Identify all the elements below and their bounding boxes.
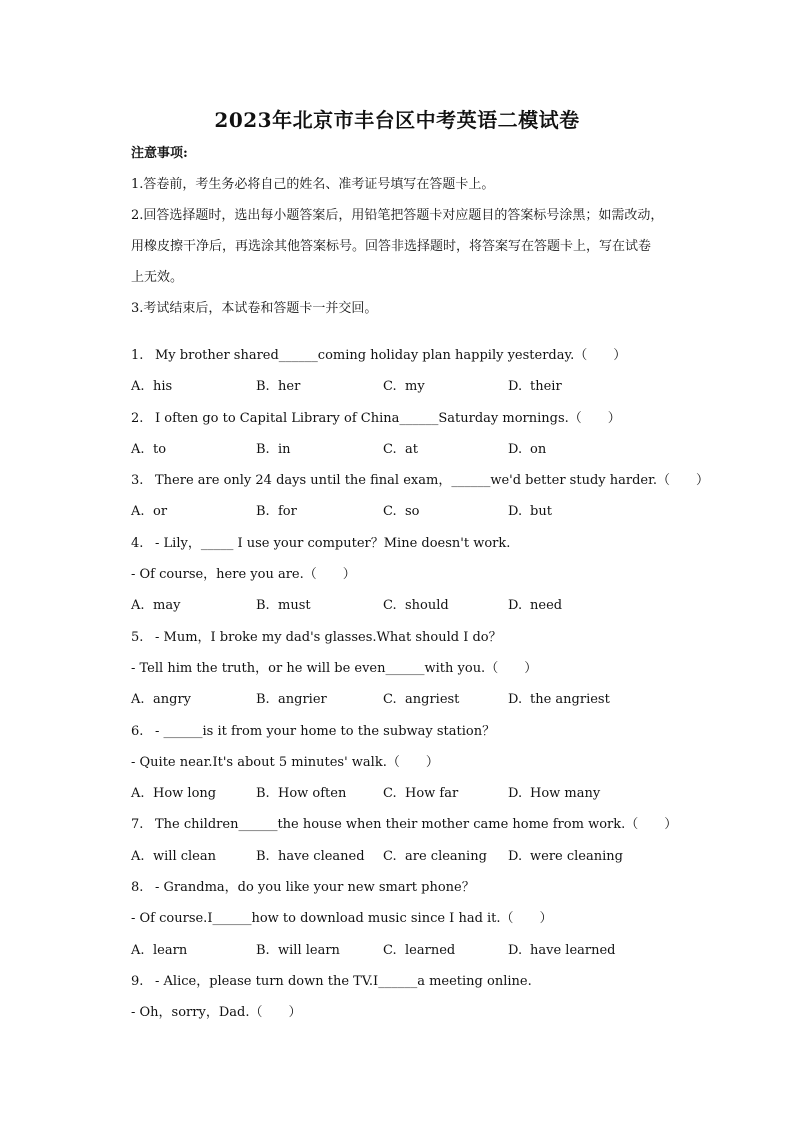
answer-option[interactable] [508,941,616,961]
question-reply [131,659,721,690]
question-number: 8. [131,880,144,896]
options-row [131,847,721,878]
option-text: were cleaning [530,848,623,864]
answer-option[interactable] [383,784,458,804]
answer-option[interactable] [256,784,346,804]
answer-option[interactable] [383,847,487,867]
answer-option[interactable] [508,596,562,616]
answer-option[interactable] [256,596,311,616]
question-stem [131,346,721,377]
answer-option[interactable] [256,377,300,397]
option-letter: D. [508,942,523,958]
option-letter: D. [508,379,523,395]
option-text: may [153,598,181,614]
options-row [131,596,721,627]
question-text: - Grandma，do you like your new smart phone？ [155,880,475,896]
answer-option[interactable] [508,690,610,710]
option-letter: A. [131,598,145,614]
answer-option[interactable] [508,377,562,397]
option-letter: B. [256,379,270,395]
question-stem [131,878,721,909]
option-letter: C. [383,692,397,708]
notes-line: 用橡皮擦干净后，再选涂其他答案标号。回答非选择题时，将答案写在答题卡上，写在试卷 [131,239,652,254]
answer-option[interactable] [256,502,297,522]
question-number: 3. [131,473,144,489]
option-text: have learned [530,942,616,958]
answer-option[interactable] [383,502,420,522]
option-text: How long [153,786,217,802]
question-text: - Of course，here you are.（ ） [131,567,356,583]
option-letter: B. [256,942,270,958]
option-text: to [153,441,167,457]
question-reply [131,1003,721,1034]
option-letter: C. [383,942,397,958]
question-number: 9. [131,973,144,989]
option-text: but [530,504,552,520]
option-text: must [278,598,311,614]
option-text: learned [405,942,456,958]
option-letter: D. [508,786,523,802]
option-letter: D. [508,848,523,864]
question-text: - Lily，_____ I use your computer？Mine doesn't work. [155,535,511,551]
question-text: - Alice，please turn down the TV.I______a meeting online. [155,973,532,989]
question-reply [131,909,721,940]
answer-option[interactable] [256,941,340,961]
option-letter: A. [131,504,145,520]
question-list [131,346,721,1035]
option-letter: C. [383,848,397,864]
options-row [131,690,721,721]
answer-option[interactable] [131,784,216,804]
option-text: angry [153,692,192,708]
option-text: my [405,379,425,395]
option-text: at [405,441,418,457]
question-number: 2. [131,410,144,426]
answer-option[interactable] [508,784,600,804]
question-stem [131,409,721,440]
question-number: 1. [131,348,144,363]
option-letter: A. [131,942,145,958]
option-text: will clean [153,848,216,864]
option-letter: B. [256,848,270,864]
option-letter: A. [131,786,145,802]
option-letter: B. [256,504,270,520]
answer-option[interactable] [256,440,291,460]
question-reply [131,753,721,784]
answer-option[interactable] [131,941,187,961]
question-text: - ______is it from your home to the subway station？ [155,723,496,739]
option-text: have cleaned [278,848,365,864]
notes-heading: 注意事项: [131,146,188,161]
question-text: The children______the house when their mother came home from work.（ ） [155,817,678,833]
answer-option[interactable] [131,690,191,710]
question-stem [131,628,721,659]
notes-section [131,145,711,331]
question-text: My brother shared______coming holiday plan happily yesterday.（ ） [155,348,627,363]
option-text: so [405,504,420,520]
answer-option[interactable] [508,440,546,460]
question-stem [131,471,721,502]
option-text: How many [530,786,601,802]
answer-option[interactable] [383,690,459,710]
question-text: - Of course.I______how to download music since I had it.（ ） [131,911,553,927]
question-text: - Quite near.It's about 5 minutes' walk.（ ） [131,754,439,770]
option-letter: B. [256,692,270,708]
option-text: her [278,379,301,395]
answer-option[interactable] [131,847,216,867]
answer-option[interactable] [508,847,623,867]
option-text: their [530,379,562,395]
answer-option[interactable] [508,502,552,522]
answer-option[interactable] [131,596,180,616]
question-stem [131,972,721,1003]
option-letter: A. [131,441,145,457]
option-letter: A. [131,379,145,395]
question-number: 5. [131,629,144,645]
answer-option[interactable] [383,440,418,460]
option-text: will learn [278,942,340,958]
question-reply [131,565,721,596]
answer-option[interactable] [256,690,327,710]
option-text: on [530,441,547,457]
options-row [131,784,721,815]
option-text: angrier [278,692,327,708]
option-letter: C. [383,441,397,457]
option-text: his [153,379,173,395]
answer-option[interactable] [383,596,449,616]
question-text: There are only 24 days until the final exam，______we'd better study harder.（ ） [155,473,710,489]
question-text: - Tell him the truth，or he will be even______with you.（ ） [131,660,538,676]
option-letter: C. [383,598,397,614]
answer-option[interactable] [383,941,455,961]
option-letter: B. [256,441,270,457]
question-stem [131,722,721,753]
question-text: I often go to Capital Library of China______Saturday mornings.（ ） [155,410,621,426]
question-number: 7. [131,817,144,833]
options-row [131,502,721,533]
notes-line: 上无效。 [131,270,184,285]
question-stem [131,815,721,846]
answer-option[interactable] [131,377,172,397]
option-letter: C. [383,504,397,520]
option-letter: C. [383,786,397,802]
question-text: - Mum，I broke my dad's glasses.What should I do？ [155,629,502,645]
option-text: need [530,598,563,614]
option-text: should [405,598,449,614]
notes-line: 3.考试结束后，本试卷和答题卡一并交回。 [131,301,378,316]
option-text: in [278,441,291,457]
option-letter: D. [508,441,523,457]
option-letter: D. [508,504,523,520]
option-text: How far [405,786,459,802]
options-row [131,440,721,471]
option-letter: A. [131,692,145,708]
option-letter: D. [508,692,523,708]
option-letter: A. [131,848,145,864]
option-letter: B. [256,598,270,614]
option-text: learn [153,942,188,958]
option-text: the angriest [530,692,610,708]
option-text: are cleaning [405,848,487,864]
option-text: for [278,504,297,520]
option-text: angriest [405,692,460,708]
option-text: How often [278,786,347,802]
answer-option[interactable] [131,440,166,460]
option-text: or [153,504,168,520]
option-letter: D. [508,598,523,614]
question-number: 6. [131,723,144,739]
option-letter: B. [256,786,270,802]
options-row [131,377,721,408]
option-letter: C. [383,379,397,395]
question-stem [131,534,721,565]
answer-option[interactable] [256,847,365,867]
notes-line: 2.回答选择题时，选出每小题答案后，用铅笔把答题卡对应题目的答案标号涂黑；如需改动， [131,208,664,223]
notes-line: 1.答卷前，考生务必将自己的姓名、准考证号填写在答题卡上。 [131,177,495,192]
answer-option[interactable] [131,502,167,522]
question-number: 4. [131,535,144,551]
question-text: - Oh，sorry，Dad.（ ） [131,1005,302,1021]
options-row [131,941,721,972]
answer-option[interactable] [383,377,425,397]
page-title: 2023年北京市丰台区中考英语二模试卷 [214,108,580,132]
